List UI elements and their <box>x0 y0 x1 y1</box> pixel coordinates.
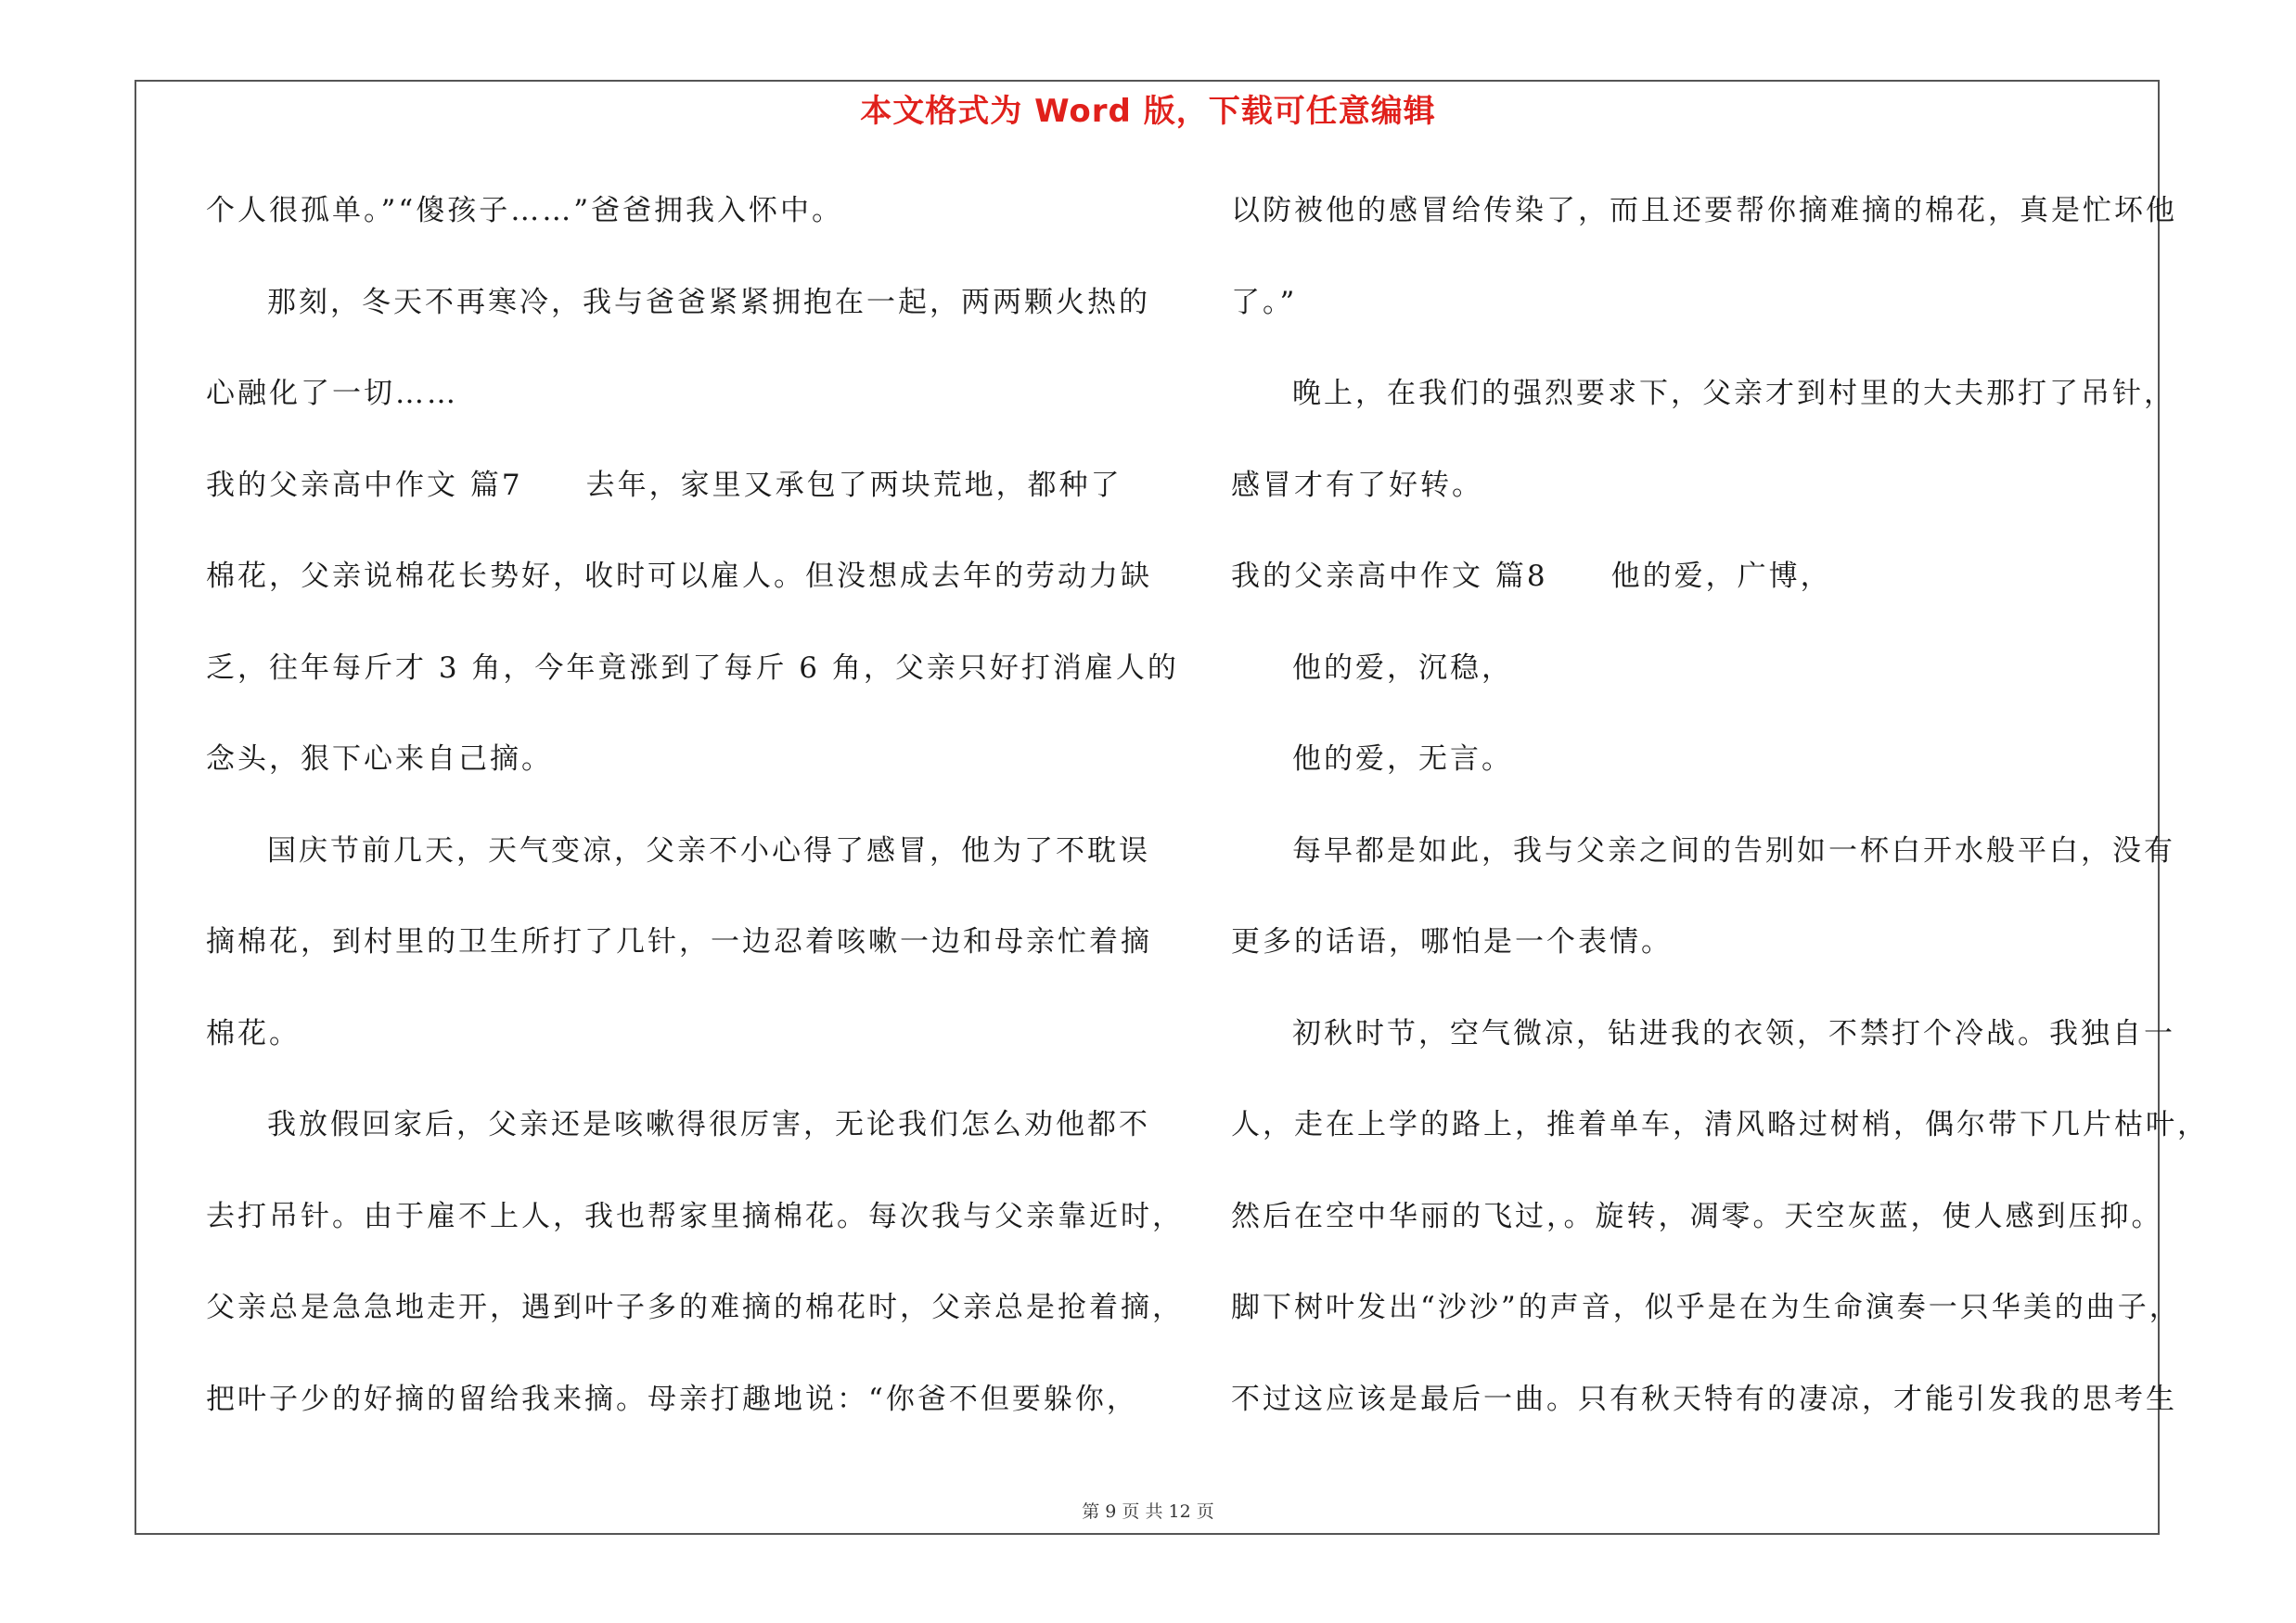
paragraph-line: 心融化了一切…… <box>206 377 458 410</box>
paragraph-line: 那刻，冬天不再寒冷，我与爸爸紧紧拥抱在一起，两两颗火热的 <box>267 285 1150 319</box>
paragraph-line: 每早都是如此，我与父亲之间的告别如一杯白开水般平白，没有 <box>1292 833 2175 868</box>
format-banner: 本文格式为 Word 版，下载可任意编辑 <box>860 93 1436 130</box>
paragraph-line: 初秋时节，空气微凉，钻进我的衣领，不禁打个冷战。我独自一 <box>1292 1016 2175 1050</box>
paragraph-line: 感冒才有了好转。 <box>1231 468 1483 502</box>
paragraph-line: 了。” <box>1231 285 1298 319</box>
paragraph-line: 人，走在上学的路上，推着单车，清风略过树梢，偶尔带下几片枯叶， <box>1231 1108 2209 1141</box>
paragraph-line: 国庆节前几天，天气变凉，父亲不小心得了感冒，他为了不耽误 <box>267 833 1150 868</box>
paragraph-line: 他的爱，无言。 <box>1292 742 1513 776</box>
section-heading-line: 我的父亲高中作文 篇7 去年，家里又承包了两块荒地，都种了 <box>206 468 1122 502</box>
page-number: 第 9 页 共 12 页 <box>1082 1501 1214 1522</box>
paragraph-line: 我放假回家后，父亲还是咳嗽得很厉害，无论我们怎么劝他都不 <box>267 1108 1150 1141</box>
paragraph-line: 他的爱，沉稳， <box>1292 650 1513 685</box>
paragraph-line: 父亲总是急急地走开，遇到叶子多的难摘的棉花时，父亲总是抢着摘， <box>206 1291 1184 1324</box>
paragraph-line: 更多的话语，哪怕是一个表情。 <box>1231 925 1673 959</box>
paragraph-line: 去打吊针。由于雇不上人，我也帮家里摘棉花。每次我与父亲靠近时， <box>206 1199 1184 1233</box>
paragraph-line: 然后在空中华丽的飞过，。旋转，凋零。天空灰蓝，使人感到压抑。 <box>1231 1199 2163 1233</box>
right-column <box>1231 183 2209 1462</box>
left-column <box>206 183 1184 1462</box>
paragraph-line: 念头，狠下心来自己摘。 <box>206 742 553 776</box>
paragraph-line: 脚下树叶发出“沙沙”的声音，似乎是在为生命演奏一只华美的曲子， <box>1231 1291 2181 1324</box>
paragraph-line: 摘棉花，到村里的卫生所打了几针，一边忍着咳嗽一边和母亲忙着摘 <box>206 925 1152 959</box>
paragraph-line: 晚上，在我们的强烈要求下，父亲才到村里的大夫那打了吊针， <box>1292 377 2175 410</box>
paragraph-line: 棉花，父亲说棉花长势好，收时可以雇人。但没想成去年的劳动力缺 <box>206 560 1152 593</box>
paragraph-line: 乏，往年每斤才 3 角，今年竟涨到了每斤 6 角，父亲只好打消雇人的 <box>206 650 1179 685</box>
paragraph-line: 以防被他的感冒给传染了，而且还要帮你摘难摘的棉花，真是忙坏他 <box>1231 194 2177 227</box>
section-heading-line: 我的父亲高中作文 篇8 他的爱，广博， <box>1231 560 1832 593</box>
paragraph-line: 棉花。 <box>206 1016 301 1050</box>
paragraph-line: 个人很孤单。”“傻孩子……”爸爸拥我入怀中。 <box>206 194 844 227</box>
paragraph-line: 把叶子少的好摘的留给我来摘。母亲打趣地说：“你爸不但要躲你， <box>206 1382 1138 1416</box>
paragraph-line: 不过这应该是最后一曲。只有秋天特有的凄凉，才能引发我的思考生 <box>1231 1382 2177 1416</box>
